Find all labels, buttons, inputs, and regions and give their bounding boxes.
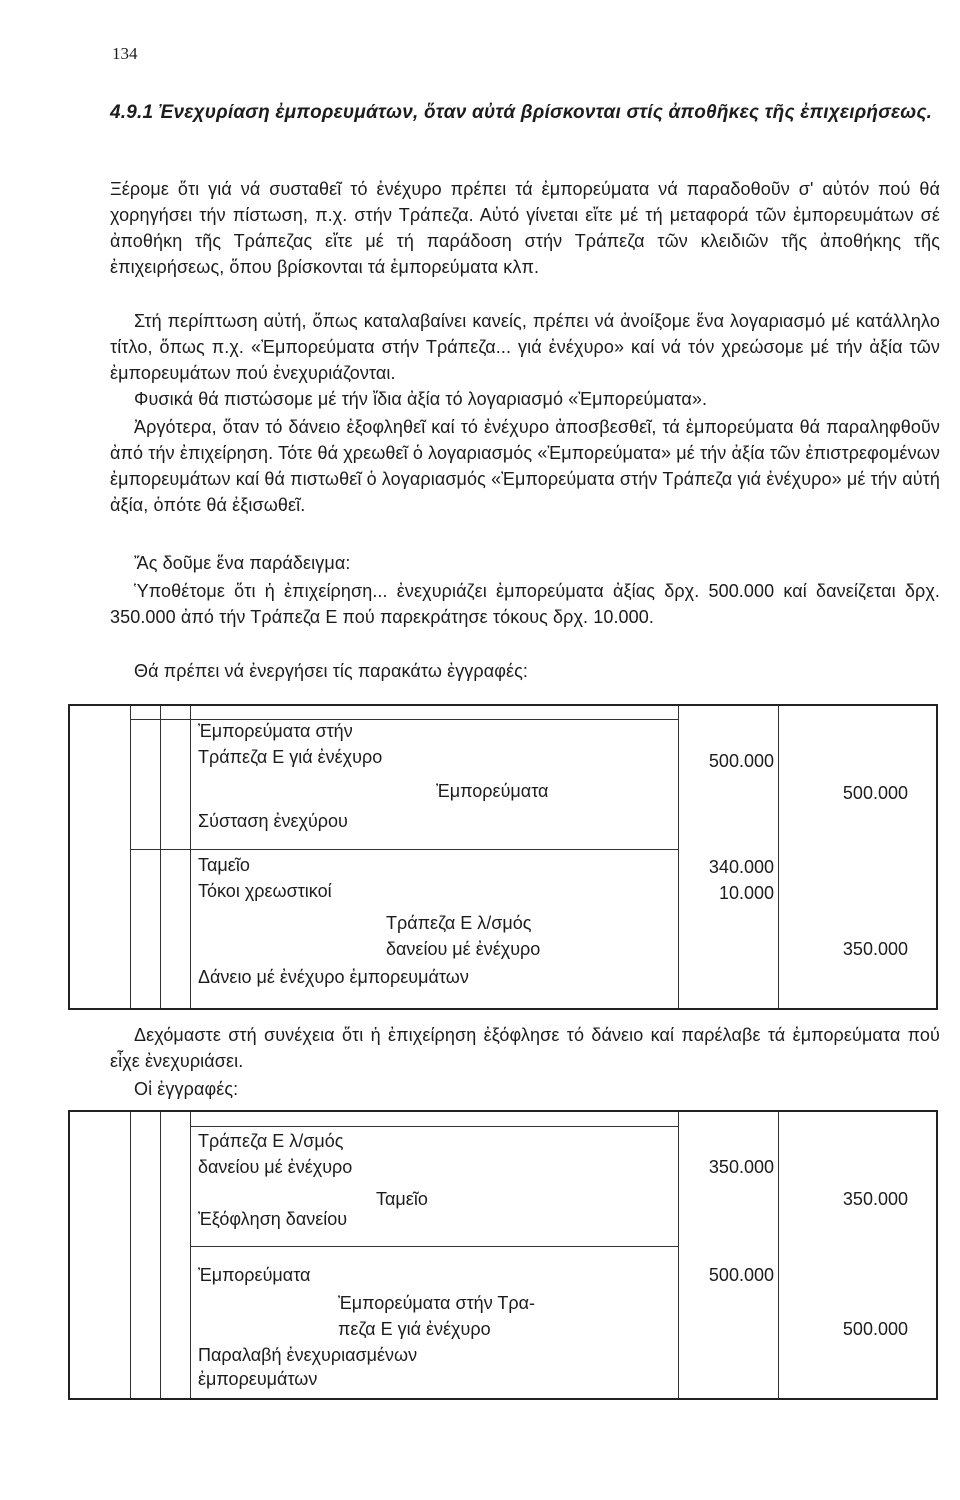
section-heading: 4.9.1 Ἐνεχυρίαση ἐμπορευμάτων, ὅταν αὐτά βρίσκονται στίς ἀποθῆκες τῆς ἐπιχειρήσεως. [110, 102, 933, 123]
ledger1-cash: Ταμεῖο [198, 855, 250, 875]
ledger2-credit2-amount: 500.000 [842, 1319, 908, 1339]
paragraph-5: Ἄς δοῦμε ἕνα παράδειγμα: [134, 553, 351, 573]
ledger1-credit-account: Ἐμπορεύματα [436, 781, 549, 801]
paragraph-9: Οἱ ἐγγραφές: [134, 1079, 239, 1099]
ledger2-narration-2-line1: Παραλαβή ἐνεχυριασμένων [198, 1345, 418, 1365]
paragraph-2: Στή περίπτωση αὐτή, ὅπως καταλαβαίνει κανείς, πρέπει νά ἀνοίξομε ἕνα λογαριασμό μέ κατάλληλο τίτλο, ὅπως π.χ. «Ἐμπορεύματα στήν Τράπεζα... γιά ἐνέχυρο» καί νά τόν χρεώσομε μέ τήν ἀξία τῶν ἐμπορευμάτων πού ἐνεχυριάζονται. [110, 311, 940, 383]
ledger1-debit-account-line1: Ἐμπορεύματα στήν [198, 721, 353, 741]
paragraph-4: Ἀργότερα, ὅταν τό δάνειο ἐξοφληθεῖ καί τό ἐνέχυρο ἀποσβεσθεῖ, τά ἐμπορεύματα θά παραληφθοῦν ἀπό τήν ἐπιχείρηση. Τότε θά χρεωθεῖ ὁ λογαριασμός «Ἐμπορεύματα» μέ τήν ἀξία τῶν ἐπιστρεφομένων ἐμπορευμάτων καί θά πιστωθεῖ ὁ λογαριασμός «Ἐμπορεύματα στήν Τράπεζα γιά ἐνέχυρο» μέ τήν αὐτή ἀξία, ὁπότε θά ἐξισωθεῖ. [110, 417, 940, 515]
ledger1-credit2-amount: 350.000 [842, 939, 908, 959]
ledger2-debit2: Ἐμπορεύματα [198, 1265, 311, 1285]
ledger1-narration-2: Δάνειο μέ ἐνέχυρο ἐμπορευμάτων [198, 967, 469, 987]
paragraph-7: Θά πρέπει νά ἐνεργήσει τίς παρακάτω ἐγγραφές: [134, 661, 529, 681]
ledger2-credit2-line2: πεζα Ε γιά ἐνέχυρο [338, 1319, 491, 1339]
ledger2-debit2-amount: 500.000 [708, 1265, 774, 1285]
ledger2-credit-amount: 350.000 [842, 1189, 908, 1209]
paragraph-6: Ὑποθέτομε ὅτι ἡ ἐπιχείρηση... ἐνεχυριάζει ἐμπορεύματα ἀξίας δρχ. 500.000 καί δανείζεται δρχ. 350.000 ἀπό τήν Τράπεζα Ε πού παρεκράτησε τόκους δρχ. 10.000. [110, 581, 940, 627]
ledger1-interest: Τόκοι χρεωστικοί [198, 881, 332, 901]
ledger2-narration-1: Ἐξόφληση δανείου [198, 1209, 348, 1229]
paragraph-1: Ξέρομε ὅτι γιά νά συσταθεῖ τό ἐνέχυρο πρέπει τά ἐμπορεύματα νά παραδοθοῦν σ' αὐτόν πού θά χορηγήσει τήν πίστωση, π.χ. στήν Τράπεζα. Αὐτό γίνεται εἴτε μέ τή μεταφορά τῶν ἐμπορευμάτων σέ ἀποθήκη τῆς Τράπεζας εἴτε μέ τή παράδοση στήν Τράπεζα τῶν κλειδιῶν τῆς ἀποθήκης τῆς ἐπιχειρήσεως, ὅπου βρίσκονται τά ἐμπορεύματα κλπ. [110, 179, 940, 277]
ledger2-debit-amount: 350.000 [708, 1157, 774, 1177]
journal-entries-table-2 [68, 1110, 938, 1400]
ledger1-narration-1: Σύσταση ἐνεχύρου [198, 811, 348, 831]
ledger1-debit-account-line2: Τράπεζα Ε γιά ἐνέχυρο [198, 747, 383, 767]
ledger1-cash-amount: 340.000 [708, 857, 774, 877]
ledger2-narration-2-line2: ἐμπορευμάτων [198, 1369, 318, 1389]
ledger2-debit-line2: δανείου μέ ἐνέχυρο [198, 1157, 353, 1177]
paragraph-8: Δεχόμαστε στή συνέχεια ὅτι ἡ ἐπιχείρηση ἐξόφλησε τό δάνειο καί παρέλαβε τά ἐμπορεύματα πού εἶχε ἐνεχυριάσει. [110, 1025, 940, 1071]
paragraph-3: Φυσικά θά πιστώσομε μέ τήν ἴδια ἀξία τό λογαριασμό «Ἐμπορεύματα». [134, 389, 708, 409]
ledger2-credit-account: Ταμεῖο [376, 1189, 428, 1209]
ledger1-interest-amount: 10.000 [718, 883, 774, 903]
ledger1-credit2-line1: Τράπεζα Ε λ/σμός [386, 913, 532, 933]
ledger1-credit2-line2: δανείου μέ ἐνέχυρο [386, 939, 541, 959]
ledger2-credit2-line1: Ἐμπορεύματα στήν Τρα- [338, 1293, 535, 1313]
ledger1-debit-amount: 500.000 [708, 751, 774, 771]
page-number: 134 [112, 44, 138, 63]
ledger2-debit-line1: Τράπεζα Ε λ/σμός [198, 1131, 344, 1151]
journal-entries-table-1 [68, 704, 938, 1010]
ledger1-credit-amount: 500.000 [842, 783, 908, 803]
